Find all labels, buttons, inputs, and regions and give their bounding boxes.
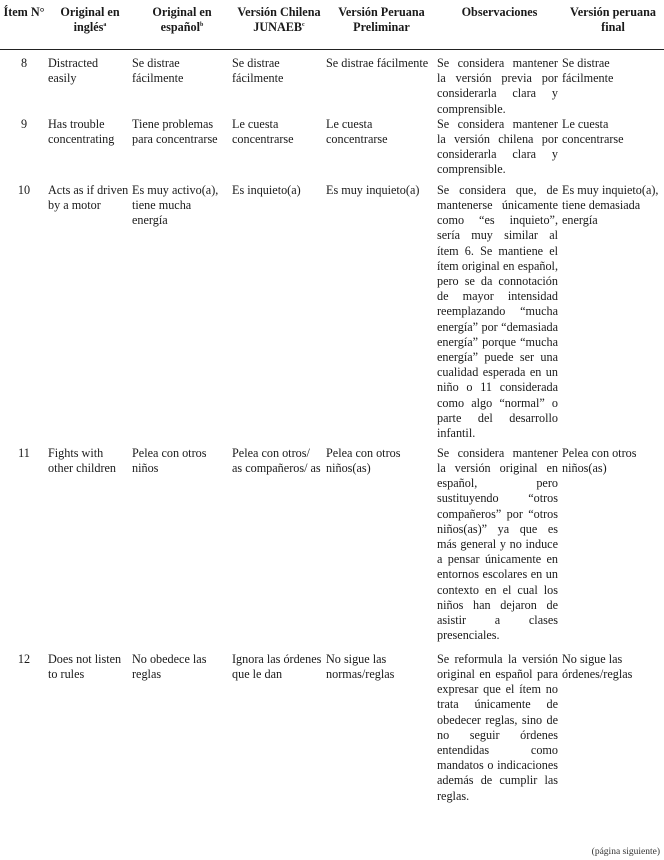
original-es: Pelea con otros niños (132, 445, 207, 476)
header-original-es: Original en español$^b$ (152, 5, 212, 35)
peruana-preliminar: Se distrae fácilmente (326, 56, 429, 70)
header-peruana-final: Versión peruana final (570, 5, 656, 35)
observaciones: Se considera que, de mantenerse únicamente como “es inquieto”, sería muy similar al ítem 6. Se mantiene el ítem original en español, pero se da connotación de mayor intensidad reemplazando “mucha energía” por “demasiada energía” porque “mucha energía” puede ser una cualidad esperada en un niño o 11 considerada como algo “normal” o parte del desarrollo infantil. (437, 182, 558, 441)
original-es: Se distrae fácilmente (132, 56, 184, 86)
original-es: Tiene problemas para concentrarse (132, 116, 218, 147)
peruana-preliminar: Es muy inquieto(a) (326, 182, 420, 197)
chilena: Pelea con otros/ as compañeros/ as (232, 445, 321, 476)
peruana-final: Se distrae fácilmente (562, 56, 614, 86)
header-peruana-preliminar: Versión Peruana Preliminar (338, 5, 425, 35)
peruana-preliminar: Pelea con otros niños(as) (326, 445, 401, 476)
header-original-en: Original en inglés$^a$ (60, 5, 120, 35)
observaciones: Se considera mantener la versión original en español, pero sustituyendo “otros compañeros” por “otros niños(as)” ya que es más general y no induce a pensar únicamente en entornos escolares en un contexto en el cual los niños han dejaron de asistir a clases presenciales. (437, 445, 558, 643)
header-chilena: Versión Chilena JUNAEB$^c$ (237, 5, 321, 35)
original-es: No obedece las reglas (132, 651, 207, 682)
continuation-note: (página siguiente) (591, 847, 660, 857)
peruana-final: No sigue las órdenes/reglas (562, 651, 633, 682)
item-number: 9 (20, 116, 28, 131)
peruana-preliminar: No sigue las normas/reglas (326, 651, 395, 682)
peruana-preliminar: Le cuesta concentrarse (326, 116, 388, 147)
table-header (0, 0, 664, 50)
item-number: 12 (17, 651, 31, 666)
item-number: 11 (18, 445, 30, 460)
item-number: 8 (20, 56, 28, 70)
table-row (0, 652, 664, 822)
chilena: Le cuesta concentrarse (232, 116, 294, 147)
table-row (0, 183, 664, 446)
observaciones: Se considera mantener la versión chilena por considerarla clara y comprensible. (437, 116, 558, 177)
original-en: Distracted easily (48, 56, 99, 86)
header-item: Ítem N° (3, 5, 45, 19)
original-en: Has trouble concentrating (48, 116, 115, 147)
chilena: Se distrae fácilmente (232, 56, 284, 86)
chilena: Ignora las órdenes que le dan (232, 651, 322, 682)
peruana-final: Pelea con otros niños(as) (562, 445, 637, 476)
peruana-final: Le cuesta concentrarse (562, 116, 624, 147)
chilena: Es inquieto(a) (232, 182, 301, 197)
original-en: Fights with other children (48, 445, 117, 476)
observaciones: Se considera mantener la versión previa por considerarla clara y comprensible. (437, 56, 558, 116)
table-row (0, 50, 664, 117)
header-observaciones: Observaciones (461, 5, 538, 19)
table-row (0, 117, 664, 183)
peruana-final: Es muy inquieto(a), tiene demasiada energía (562, 182, 659, 228)
item-number: 10 (17, 182, 31, 197)
table-row (0, 446, 664, 652)
observaciones: Se reformula la versión original en español para expresar que el ítem no trata únicamente de obedecer reglas, sino de no seguir órdenes entendidas como mandatos o indicaciones además de cumplir las reglas. (437, 651, 558, 803)
original-es: Es muy activo(a), tiene mucha energía (132, 182, 219, 228)
original-en: Does not listen to rules (48, 651, 122, 682)
original-en: Acts as if driven by a motor (48, 182, 129, 213)
